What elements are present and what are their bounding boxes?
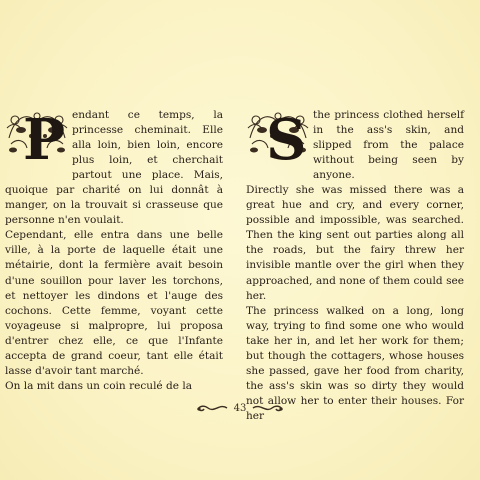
drop-cap-letter: S [266,107,307,173]
french-text-column [5,108,223,394]
drop-cap-p [5,107,69,173]
english-text-column [246,108,464,424]
paragraph-text: the princess clothed herself in the ass's skin, and slipped from the palace without being seen by anyone. [313,109,464,182]
drop-cap-letter: P [23,107,66,173]
paragraph: Directly she was missed there was a great hue and cry, and every corner, possible and impossible, was searched. Then the king sent out parties along all the roads, but the fairy threw her invisible mantle over the girl when they approached, and none of them could see her. [246,184,464,302]
paragraph: Cependant, elle entra dans une belle ville, à la porte de laquelle était une métairie, dont la fermière avait besoin d'une souillon pour laver les torchons, et nettoyer les dindons et l'auge des cochons. Cette femme, voyant cette voyageuse si malpropre, lui proposa d'entrer chez elle, ce que l'Infante accepta de grand coeur, tant elle était lasse d'avoir tant marché. [5,229,223,377]
paragraph: The princess walked on a long, long way, trying to find some one who would take her in, and let her work for them; but though the cottagers, whose houses she passed, gave her food from charity, the ass's skin was so dirty they would not allow her to enter their houses. For her [246,304,464,422]
drop-cap-s [246,107,310,173]
flourish-icon [252,402,284,414]
paragraph [246,108,464,183]
paragraph [5,108,223,228]
paragraph-text: endant ce temps, la princesse cheminait. Elle alla loin, bien loin, encore plus loin, et cherchait partout une place. Mais, quoique par charité on lui donnât à manger, on la trouvait si crasseuse que personne n'en voulait. [5,109,223,227]
page-number: 43 [233,402,247,414]
page-footer [0,399,480,417]
paragraph: On la mit dans un coin reculé de la [5,379,193,392]
flourish-icon [196,402,228,414]
